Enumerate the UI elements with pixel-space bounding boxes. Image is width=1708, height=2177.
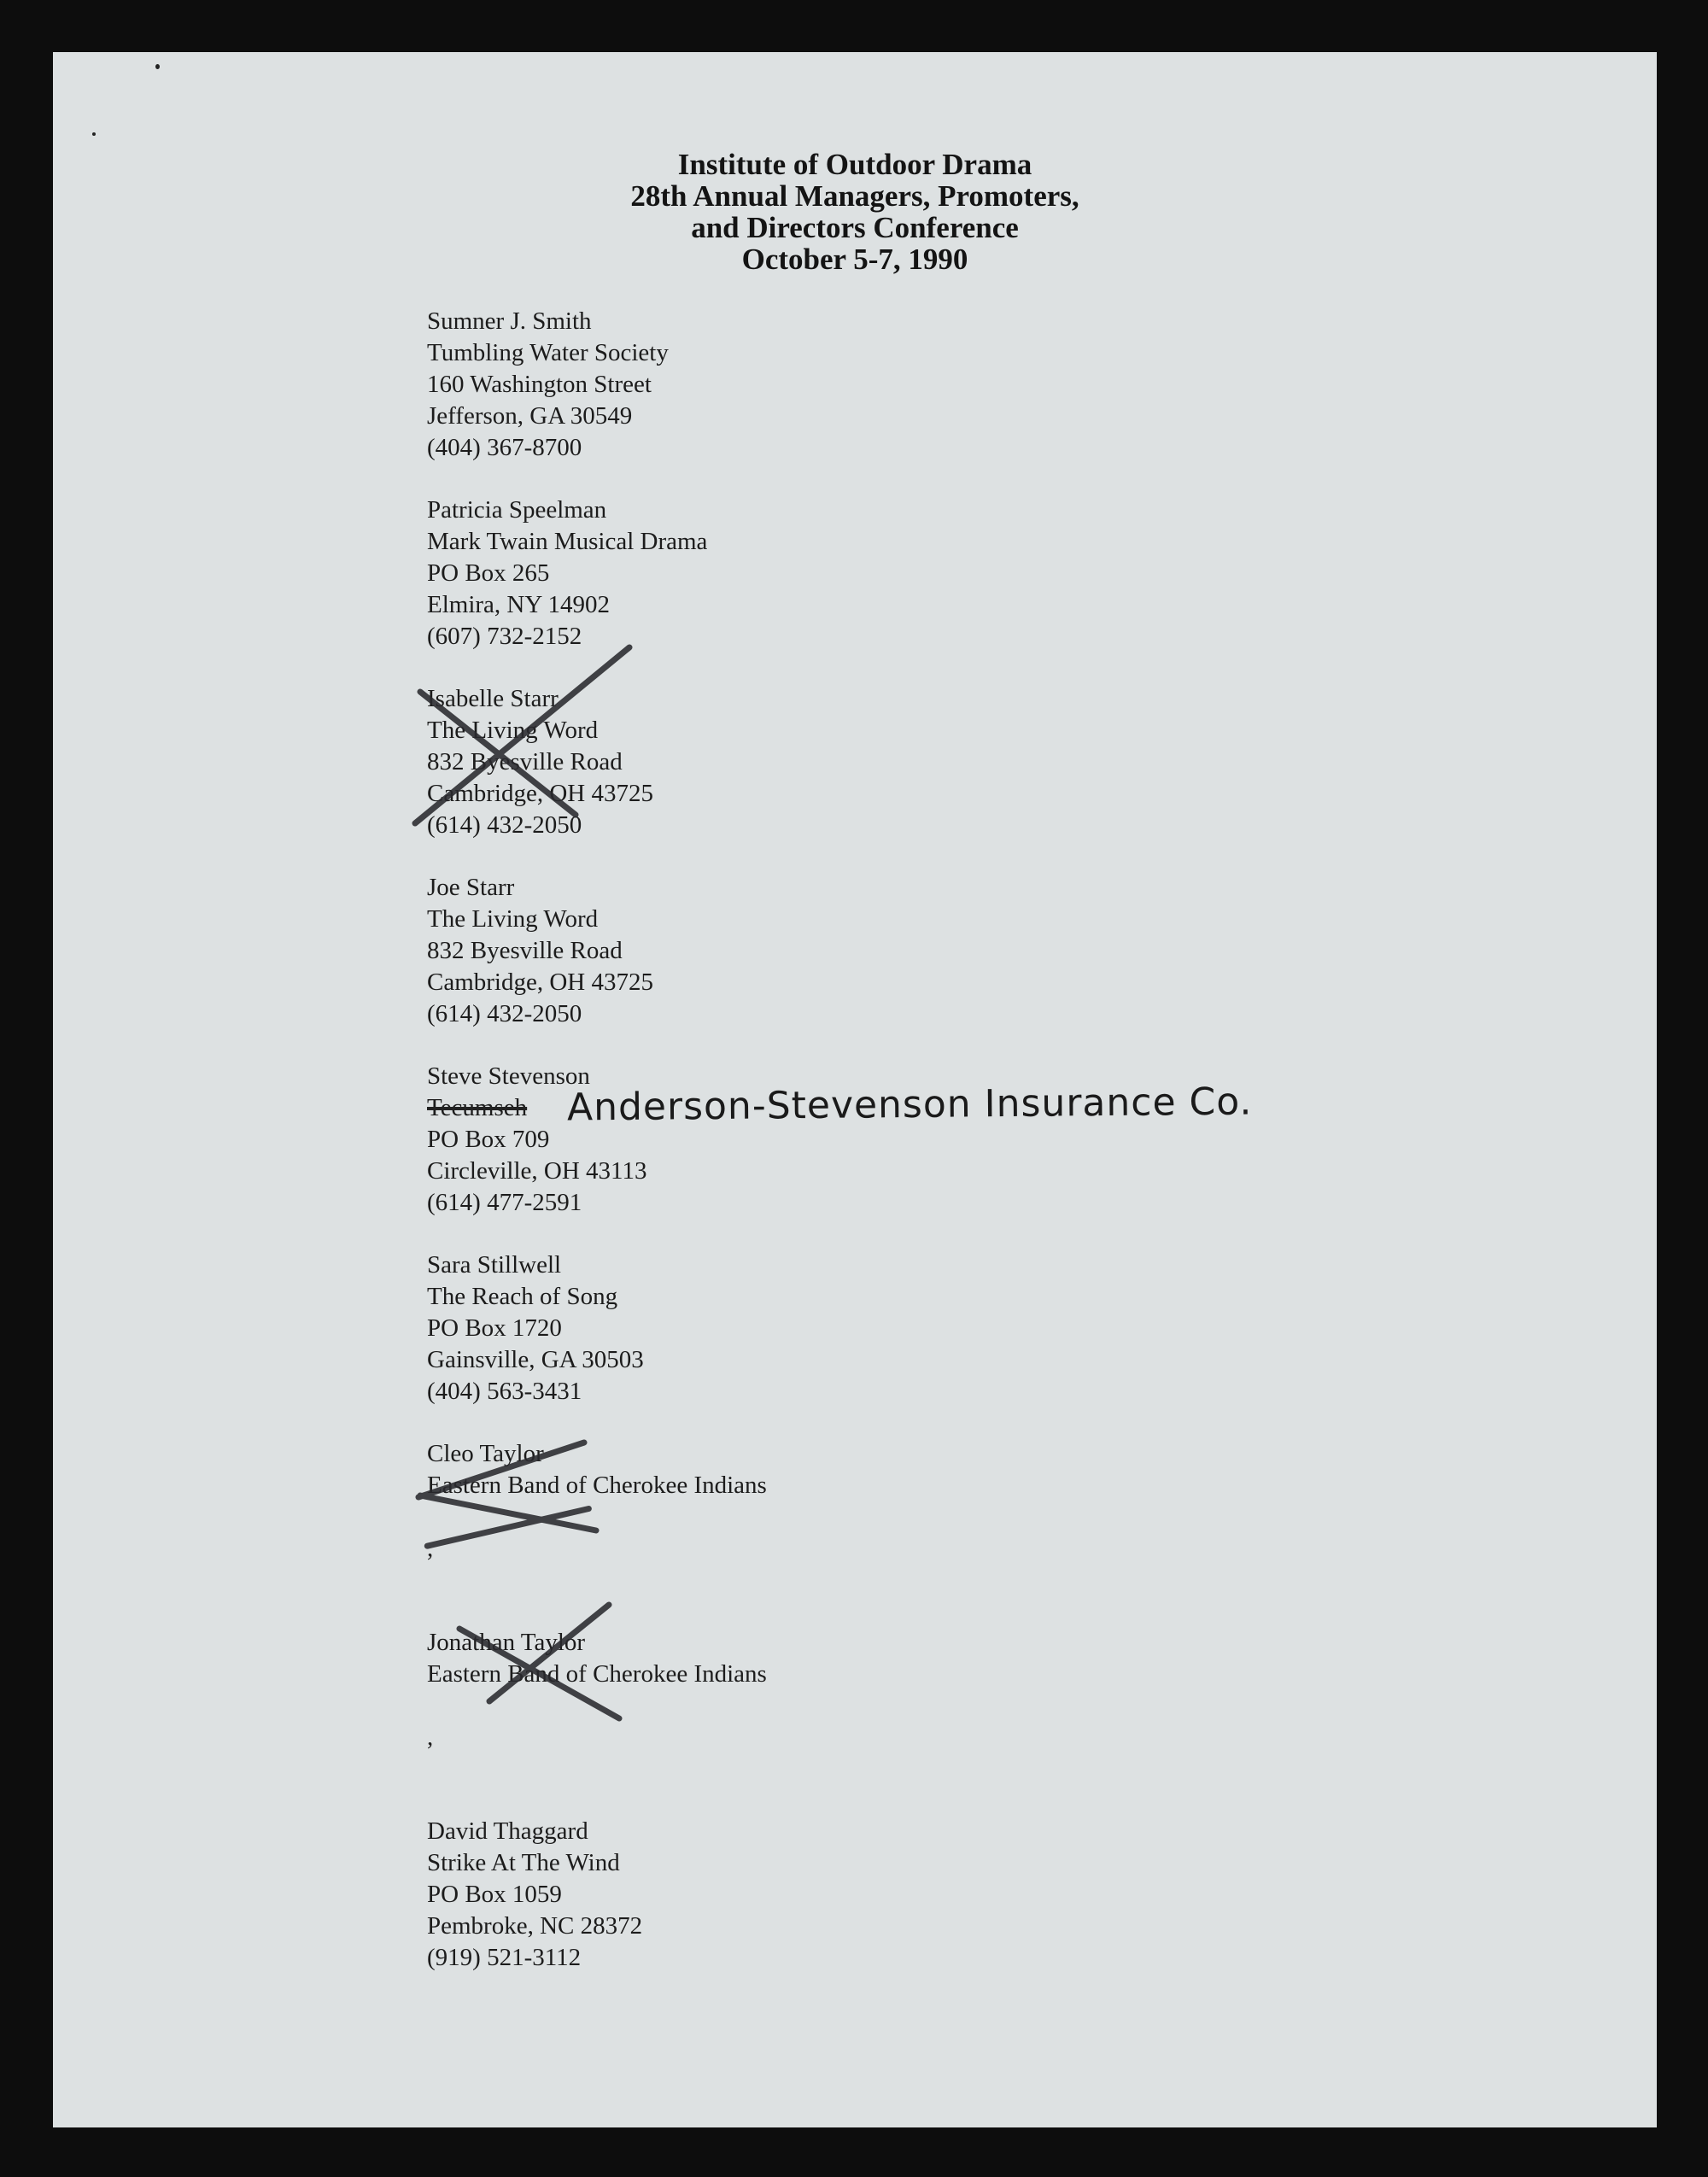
contact-organization-struck: Tecumseh <box>427 1094 528 1121</box>
contact-city: Jefferson, GA 30549 <box>427 402 633 430</box>
contact-street: PO Box 1720 <box>427 1314 562 1342</box>
contact-name: David Thaggard <box>427 1817 588 1845</box>
contact-organization: Mark Twain Musical Drama <box>427 528 708 555</box>
contact-street: PO Box 265 <box>427 559 550 587</box>
contact-organization: The Reach of Song <box>427 1283 618 1310</box>
header-title: Institute of Outdoor Drama <box>677 148 1032 181</box>
contact-organization: Tumbling Water Society <box>427 339 669 366</box>
contact-organization: The Living Word <box>427 717 599 744</box>
contact-phone: (614) 432-2050 <box>427 811 582 839</box>
contact-name: Patricia Speelman <box>427 496 607 524</box>
contact-city: Circleville, OH 43113 <box>427 1157 647 1185</box>
contact-city: Gainsville, GA 30503 <box>427 1346 644 1373</box>
contact-organization: Eastern Band of Cherokee Indians <box>427 1472 767 1499</box>
contact-name: Joe Starr <box>427 874 515 901</box>
contact-name: Jonathan Taylor <box>427 1629 586 1656</box>
contact-city: Elmira, NY 14902 <box>427 591 610 618</box>
contact-city: Pembroke, NC 28372 <box>427 1912 643 1940</box>
cross-out-stroke <box>459 1629 619 1718</box>
contact-name: Steve Stevenson <box>427 1062 590 1090</box>
contact-organization: The Living Word <box>427 905 599 933</box>
contact-name: Cleo Taylor <box>427 1440 544 1467</box>
contact-name: Isabelle Starr <box>427 685 559 712</box>
contact-phone: (404) 563-3431 <box>427 1378 582 1405</box>
contact-city: Cambridge, OH 43725 <box>427 969 653 996</box>
contact-street: PO Box 1059 <box>427 1881 562 1908</box>
cross-out-stroke <box>418 1443 584 1497</box>
contact-phone: (919) 521-3112 <box>427 1944 582 1971</box>
contact-city: Cambridge, OH 43725 <box>427 780 653 807</box>
contact-street: 160 Washington Street <box>427 371 652 398</box>
trailing-comma: , <box>427 1723 434 1751</box>
contact-name: Sara Stillwell <box>427 1251 562 1279</box>
trailing-comma: , <box>427 1535 434 1562</box>
contact-street: PO Box 709 <box>427 1126 550 1153</box>
header-date: October 5-7, 1990 <box>741 243 968 276</box>
contact-organization: Strike At The Wind <box>427 1849 620 1876</box>
contact-phone: (404) 367-8700 <box>427 434 582 461</box>
document-page <box>53 52 1657 2127</box>
handwritten-note: Anderson-Stevenson Insurance Co. <box>566 1080 1253 1130</box>
contact-street: 832 Byesville Road <box>427 748 623 775</box>
contact-phone: (607) 732-2152 <box>427 623 582 650</box>
contact-street: 832 Byesville Road <box>427 937 623 964</box>
contact-phone: (614) 432-2050 <box>427 1000 582 1027</box>
header-subtitle: 28th Annual Managers, Promoters, <box>630 179 1079 213</box>
contact-name: Sumner J. Smith <box>427 307 592 335</box>
pen-marks <box>53 52 1657 2127</box>
header-subtitle-cont: and Directors Conference <box>691 211 1019 244</box>
cross-out-stroke <box>415 647 629 823</box>
contact-organization: Eastern Band of Cherokee Indians <box>427 1660 767 1688</box>
contact-phone: (614) 477-2591 <box>427 1189 582 1216</box>
